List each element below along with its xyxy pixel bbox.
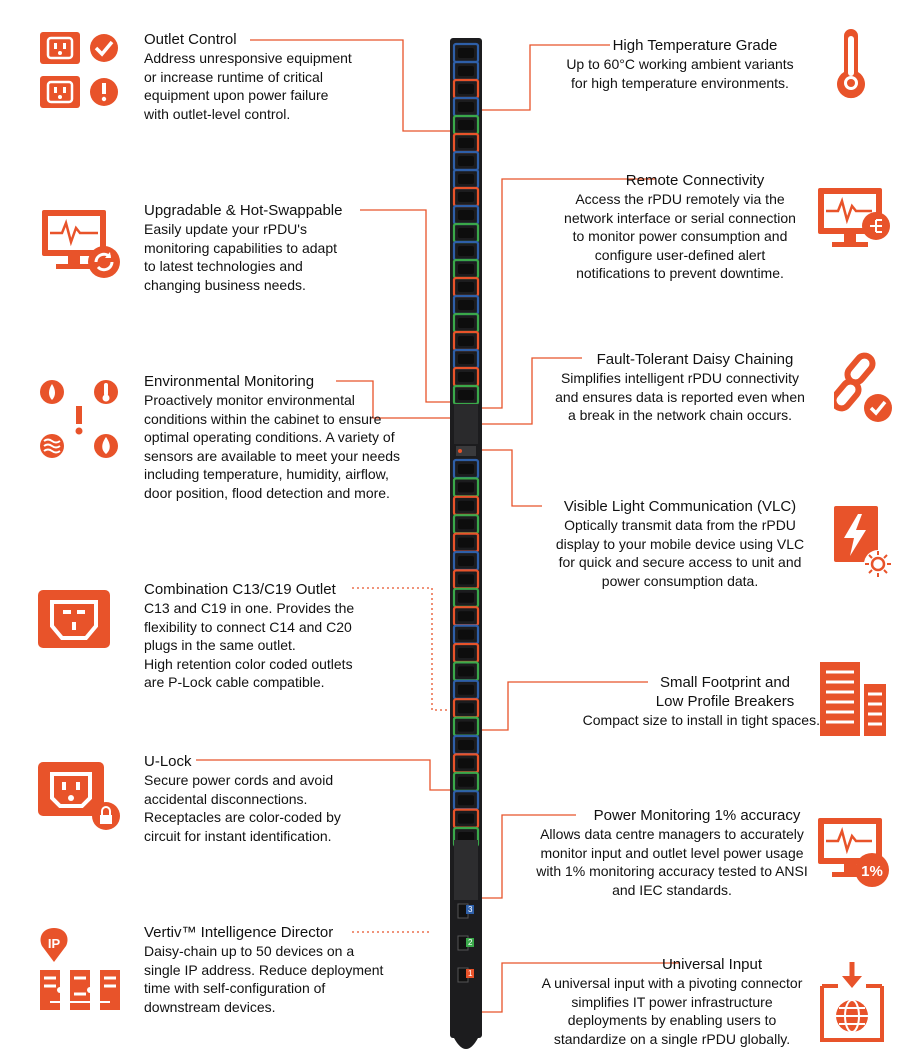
pdu-bottom-cap [454,1038,478,1049]
outlet-socket [458,336,474,346]
outlet-socket [458,156,474,166]
outlet-socket [458,282,474,292]
outlet-socket [458,246,474,256]
outlet-socket [458,630,474,640]
controller-module [454,404,478,444]
accuracy-badge-text: 1% [861,863,883,880]
feature-title: Vertiv™ Intelligence Director [144,924,334,941]
feature-description: Up to 60°C working ambient variants for high temperature environments. [566,56,794,91]
u-lock-outlet-icon [38,760,122,832]
outlet-socket [458,464,474,474]
light-bolt-icon [832,504,892,582]
feature-title: Combination C13/C19 Outlet [144,581,336,598]
outlet-socket [458,354,474,364]
status-led [458,449,462,453]
feature-description: A universal input with a pivoting connector simplifies IT power infrastructure deployments by enabling users to standardize on a single rPDU globally. [541,975,803,1047]
feature-title: Power Monitoring 1% accuracy [593,807,801,824]
feature-title: Fault-Tolerant Daisy Chaining [596,351,794,368]
outlet-socket [458,482,474,492]
outlet-socket [458,703,474,713]
feature-universal-input [524,955,820,1048]
outlet-socket [458,102,474,112]
feature-description: Simplifies intelligent rPDU connectivity and ensures data is reported even when a break in the network chain occurs. [555,370,805,424]
feature-outlet-control [144,30,352,123]
feature-description: C13 and C19 in one. Provides the flexibility to connect C14 and C20 plugs in the same outlet. High retention color coded outlets are P-Lock cable compatible. [144,600,355,691]
outlet-socket [458,740,474,750]
power-monitor-percent-icon [818,816,890,888]
feature-description: Access the rPDU remotely via the network interface or serial connection to monitor power consumption and configure user-defined alert notifications to prevent downtime. [564,191,796,282]
outlet-socket [458,48,474,58]
feature-combination-outlet [144,580,354,692]
feature-description: Easily update your rPDU's monitoring capabilities to adapt to latest technologies and changing business needs. [144,221,338,293]
feature-intelligence-director [144,923,383,1016]
feature-environmental [144,372,400,503]
outlet-socket [458,556,474,566]
outlet-socket [458,390,474,400]
feature-title: High Temperature Grade [612,37,778,54]
combination-outlet-icon [38,590,110,648]
outlet-socket [458,264,474,274]
environment-sensors-icon [38,378,122,462]
outlet-socket [458,120,474,130]
breaker-label-2: 2 [468,938,473,947]
buildings-icon [820,660,886,738]
outlet-socket [458,519,474,529]
outlet-socket [458,84,474,94]
breaker-label-1: 1 [468,969,473,978]
feature-remote-connectivity [540,171,820,283]
feature-description: Proactively monitor environmental conditions within the cabinet to ensure optimal operating conditions. A variety of sensors are available to meet your needs including temperature, humidity, airflow, door position, flood detection and more. [144,392,401,501]
outlet-socket [458,300,474,310]
feature-description: Compact size to install in tight spaces. [582,712,820,728]
feature-title: Environmental Monitoring [144,373,315,390]
svg-text:IP: IP [47,936,61,951]
feature-title: Visible Light Communication (VLC) [563,498,797,515]
outlet-socket [458,228,474,238]
outlet-socket [458,593,474,603]
feature-description: Optically transmit data from the rPDU display to your mobile device using VLC for quick and secure access to unit and power consumption data. [555,517,805,589]
outlet-socket [458,210,474,220]
feature-small-footprint [540,673,820,730]
feature-title: Remote Connectivity [625,172,765,189]
outlet-socket [458,611,474,621]
feature-daisy-chaining [540,350,820,425]
universal-input-globe-icon [820,960,884,1044]
feature-high-temperature [540,36,820,92]
feature-title: U-Lock [144,753,192,770]
outlet-socket [458,814,474,824]
outlet-socket [458,192,474,202]
outlet-socket [458,138,474,148]
feature-power-monitoring [524,806,820,899]
feature-description: Address unresponsive equipment or increase runtime of critical equipment upon power failure with outlet-level control. [144,50,352,122]
outlet-socket [458,795,474,805]
outlet-socket [458,538,474,548]
outlet-socket [458,372,474,382]
thermometer-icon [834,28,868,100]
outlet-socket [458,777,474,787]
feature-description: Daisy-chain up to 50 devices on a single IP address. Reduce deployment time with self-configuration of downstream devices. [144,943,384,1015]
feature-vlc [540,497,820,590]
outlet-socket [458,318,474,328]
outlet-socket [458,66,474,76]
feature-description: Secure power cords and avoid accidental disconnections. Receptacles are color-coded by circuit for instant identification. [144,772,341,844]
feature-title: Outlet Control [144,31,237,48]
outlet-socket [458,574,474,584]
feature-u-lock [144,752,341,845]
outlet-control-icon [38,30,122,114]
outlet-socket [458,501,474,511]
outlet-socket [458,648,474,658]
hot-swap-monitor-icon [38,208,122,280]
breaker-label-3: 3 [468,905,473,914]
outlet-socket [458,174,474,184]
chain-link-icon [834,352,894,424]
remote-monitor-icon [818,186,890,258]
ip-network-icon [38,928,122,1012]
feature-title: Universal Input [661,956,763,973]
breaker-panel [454,840,478,900]
feature-title: Small Footprint and Low Profile Breakers [655,674,795,710]
feature-title: Upgradable & Hot-Swappable [144,202,343,219]
feature-description: Allows data centre managers to accurately monitor input and outlet level power usage with 1% monitoring accuracy tested to ANSI and IEC standards. [536,826,808,898]
outlet-socket [458,758,474,768]
feature-upgradable [144,201,342,294]
outlet-socket [458,722,474,732]
outlet-socket [458,666,474,676]
outlet-socket [458,685,474,695]
